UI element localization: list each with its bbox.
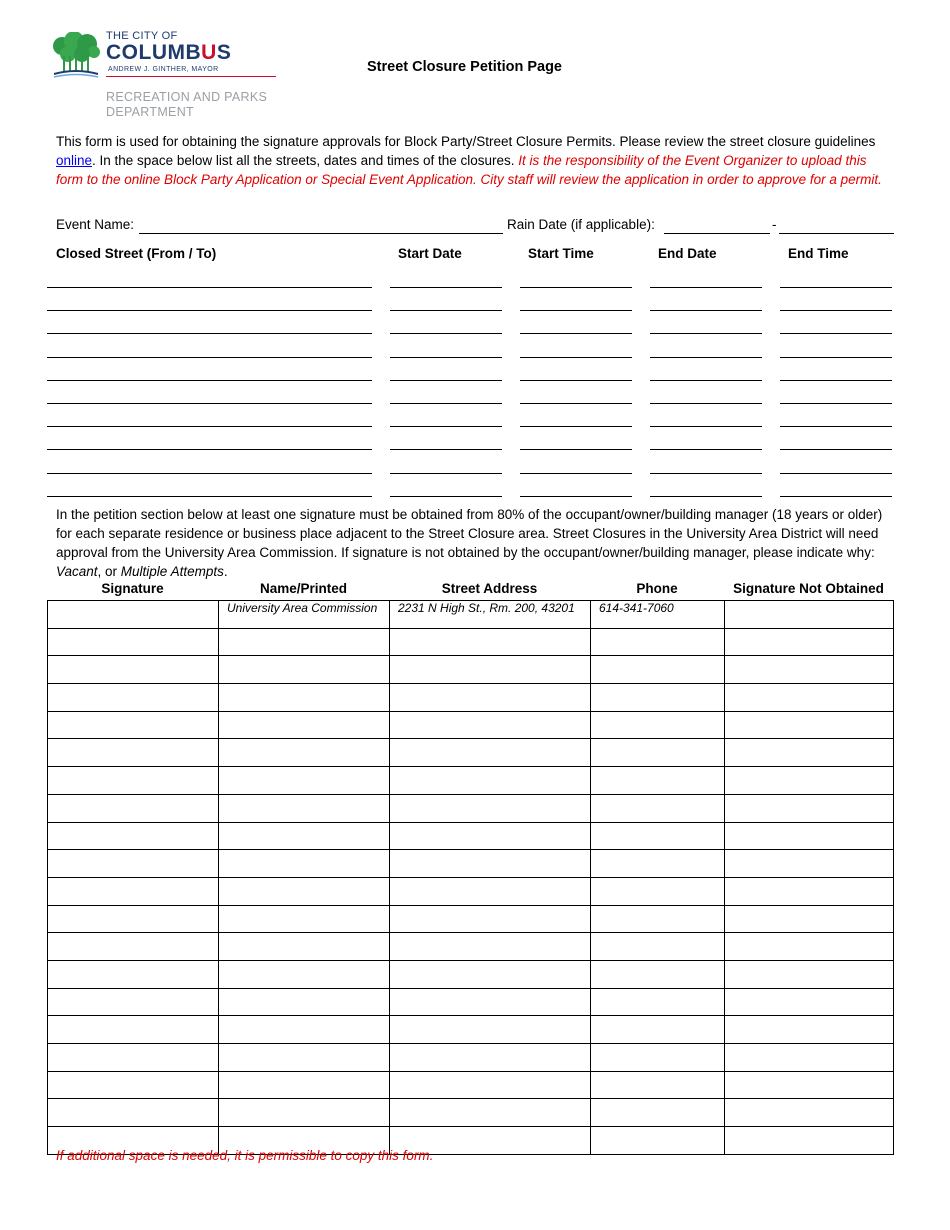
closure-line[interactable] — [47, 496, 372, 497]
phone-cell[interactable] — [591, 1099, 725, 1127]
closure-line[interactable] — [47, 287, 372, 288]
closure-line[interactable] — [780, 380, 892, 381]
logo-dept1: RECREATION AND PARKS — [106, 90, 268, 104]
logo-line1: THE CITY OF — [106, 30, 178, 42]
not-obtained-cell[interactable] — [725, 933, 894, 961]
not-obtained-cell[interactable] — [725, 1127, 894, 1155]
phone-cell[interactable] — [591, 960, 725, 988]
phone-cell[interactable] — [591, 822, 725, 850]
not-obtained-cell[interactable] — [725, 739, 894, 767]
signature-cell[interactable] — [48, 684, 219, 712]
table-row — [48, 850, 894, 878]
table-row — [48, 822, 894, 850]
address-cell[interactable] — [390, 877, 591, 905]
address-cell[interactable]: 2231 N High St., Rm. 200, 43201 — [390, 601, 591, 629]
table-row — [48, 1016, 894, 1044]
logo-mayor: ANDREW J. GINTHER, MAYOR — [108, 66, 219, 73]
phone-cell[interactable] — [591, 711, 725, 739]
table-row — [48, 794, 894, 822]
phone-cell[interactable] — [591, 739, 725, 767]
closure-line[interactable] — [520, 403, 632, 404]
closure-line[interactable] — [47, 426, 372, 427]
closure-line[interactable] — [390, 333, 502, 334]
logo-columbus: COLUMBUS — [106, 41, 232, 64]
col-start-date: Start Date — [398, 246, 462, 261]
name-cell[interactable] — [219, 656, 390, 684]
phone-cell[interactable] — [591, 877, 725, 905]
table-row — [48, 877, 894, 905]
table-row — [48, 628, 894, 656]
table-row — [48, 739, 894, 767]
signature-cell[interactable] — [48, 767, 219, 795]
name-cell[interactable] — [219, 628, 390, 656]
phone-cell[interactable] — [591, 767, 725, 795]
phone-cell[interactable] — [591, 628, 725, 656]
not-obtained-cell[interactable] — [725, 905, 894, 933]
name-cell[interactable] — [219, 767, 390, 795]
online-link[interactable]: online — [56, 153, 93, 168]
not-obtained-cell[interactable] — [725, 877, 894, 905]
not-obtained-cell[interactable] — [725, 711, 894, 739]
name-cell[interactable] — [219, 905, 390, 933]
address-cell[interactable] — [390, 960, 591, 988]
table-row — [48, 1071, 894, 1099]
table-row — [48, 711, 894, 739]
address-cell[interactable] — [390, 1071, 591, 1099]
closure-line[interactable] — [780, 333, 892, 334]
closure-line[interactable] — [390, 426, 502, 427]
not-obtained-cell[interactable] — [725, 960, 894, 988]
closure-line[interactable] — [390, 357, 502, 358]
logo-dept2: DEPARTMENT — [106, 105, 194, 119]
name-cell[interactable] — [219, 822, 390, 850]
table-row — [48, 656, 894, 684]
closure-line[interactable] — [390, 380, 502, 381]
table-row — [48, 988, 894, 1016]
phone-cell[interactable] — [591, 905, 725, 933]
name-cell[interactable] — [219, 711, 390, 739]
closure-line[interactable] — [780, 426, 892, 427]
phone-cell[interactable]: 614-341-7060 — [591, 601, 725, 629]
not-obtained-cell[interactable] — [725, 1016, 894, 1044]
closure-line[interactable] — [780, 287, 892, 288]
not-obtained-cell[interactable] — [725, 1044, 894, 1072]
phone-cell[interactable] — [591, 933, 725, 961]
name-cell[interactable]: University Area Commission — [219, 601, 390, 629]
closure-line[interactable] — [47, 380, 372, 381]
signature-cell[interactable] — [48, 1099, 219, 1127]
name-cell[interactable] — [219, 933, 390, 961]
closure-line[interactable] — [650, 380, 762, 381]
signature-cell[interactable] — [48, 905, 219, 933]
address-cell[interactable] — [390, 684, 591, 712]
closure-line[interactable] — [47, 333, 372, 334]
name-cell[interactable] — [219, 1071, 390, 1099]
petition-intro: In the petition section below at least one signature must be obtained from 80% of the occupant/owner/building manager (18 years or older) for each separate residence or business place adjacent to the Street Closure area. Street Closures in the University Area District will need approval from the University Area Commission. If signature is not obtained by the occupant/owner/building manager, please indicate why: Vacant, or Multiple Attempts. — [56, 507, 883, 579]
rain-date-label: Rain Date (if applicable): — [507, 217, 655, 232]
signature-cell[interactable] — [48, 1016, 219, 1044]
address-cell[interactable] — [390, 988, 591, 1016]
table-row — [48, 1044, 894, 1072]
address-cell[interactable] — [390, 822, 591, 850]
name-cell[interactable] — [219, 850, 390, 878]
closure-line[interactable] — [650, 357, 762, 358]
phone-cell[interactable] — [591, 850, 725, 878]
col-end-time: End Time — [788, 246, 849, 261]
address-cell[interactable] — [390, 1044, 591, 1072]
closure-line[interactable] — [520, 449, 632, 450]
closure-line[interactable] — [520, 473, 632, 474]
closure-line[interactable] — [780, 496, 892, 497]
address-cell[interactable] — [390, 711, 591, 739]
signature-cell[interactable] — [48, 933, 219, 961]
footer-note: If additional space is needed, it is permissible to copy this form. — [56, 1148, 434, 1163]
table-row — [48, 905, 894, 933]
name-cell[interactable] — [219, 1044, 390, 1072]
name-cell[interactable] — [219, 684, 390, 712]
pet-col-signature: Signature — [101, 581, 164, 596]
col-closed-street: Closed Street (From / To) — [56, 246, 217, 261]
signature-cell[interactable] — [48, 960, 219, 988]
closure-line[interactable] — [650, 333, 762, 334]
closure-line[interactable] — [520, 380, 632, 381]
not-obtained-cell[interactable] — [725, 1099, 894, 1127]
closure-line[interactable] — [780, 357, 892, 358]
tree-icon — [52, 32, 100, 78]
rain-date-dash: - — [772, 217, 777, 232]
table-row — [48, 1099, 894, 1127]
phone-cell[interactable] — [591, 988, 725, 1016]
phone-cell[interactable] — [591, 656, 725, 684]
page-title: Street Closure Petition Page — [367, 59, 562, 75]
closure-line[interactable] — [390, 403, 502, 404]
closure-line[interactable] — [520, 287, 632, 288]
closure-line[interactable] — [47, 403, 372, 404]
phone-cell[interactable] — [591, 1016, 725, 1044]
rain-date-start-field[interactable] — [664, 233, 770, 234]
table-row — [48, 933, 894, 961]
closure-line[interactable] — [650, 449, 762, 450]
address-cell[interactable] — [390, 767, 591, 795]
signature-cell[interactable] — [48, 988, 219, 1016]
signature-cell[interactable] — [48, 601, 219, 629]
not-obtained-cell[interactable] — [725, 794, 894, 822]
event-name-field[interactable] — [139, 233, 503, 234]
address-cell[interactable] — [390, 739, 591, 767]
closure-line[interactable] — [520, 496, 632, 497]
signature-cell[interactable] — [48, 877, 219, 905]
closure-line[interactable] — [390, 287, 502, 288]
pet-col-name: Name/Printed — [259, 581, 348, 596]
signature-cell[interactable] — [48, 656, 219, 684]
closure-line[interactable] — [650, 473, 762, 474]
closure-line[interactable] — [520, 333, 632, 334]
city-logo — [52, 30, 277, 122]
closure-line[interactable] — [520, 426, 632, 427]
col-end-date: End Date — [658, 246, 717, 261]
address-cell[interactable] — [390, 628, 591, 656]
closure-line[interactable] — [650, 426, 762, 427]
closure-line[interactable] — [520, 310, 632, 311]
address-cell[interactable] — [390, 1016, 591, 1044]
not-obtained-cell[interactable] — [725, 656, 894, 684]
closure-line[interactable] — [520, 357, 632, 358]
address-cell[interactable] — [390, 794, 591, 822]
table-row — [48, 960, 894, 988]
address-cell[interactable] — [390, 1099, 591, 1127]
closure-line[interactable] — [390, 496, 502, 497]
address-cell[interactable] — [390, 850, 591, 878]
not-obtained-cell[interactable] — [725, 988, 894, 1016]
name-cell[interactable] — [219, 960, 390, 988]
signature-cell[interactable] — [48, 822, 219, 850]
phone-cell[interactable] — [591, 1044, 725, 1072]
name-cell[interactable] — [219, 1016, 390, 1044]
table-row — [48, 684, 894, 712]
closure-line[interactable] — [650, 310, 762, 311]
closure-line[interactable] — [780, 449, 892, 450]
closure-line[interactable] — [780, 403, 892, 404]
closure-line[interactable] — [47, 357, 372, 358]
col-start-time: Start Time — [528, 246, 594, 261]
event-name-label: Event Name: — [56, 217, 135, 232]
table-row — [48, 601, 894, 629]
name-cell[interactable] — [219, 794, 390, 822]
phone-cell[interactable] — [591, 1071, 725, 1099]
not-obtained-cell[interactable] — [725, 767, 894, 795]
not-obtained-cell[interactable] — [725, 822, 894, 850]
not-obtained-cell[interactable] — [725, 684, 894, 712]
signature-cell[interactable] — [48, 794, 219, 822]
address-cell[interactable] — [390, 656, 591, 684]
name-cell[interactable] — [219, 1099, 390, 1127]
petition-table — [47, 600, 894, 1155]
closure-line[interactable] — [780, 310, 892, 311]
name-cell[interactable] — [219, 739, 390, 767]
address-cell[interactable] — [390, 905, 591, 933]
table-row — [48, 767, 894, 795]
signature-cell[interactable] — [48, 1071, 219, 1099]
logo-divider — [106, 76, 276, 77]
closure-line[interactable] — [47, 473, 372, 474]
rain-date-end-field[interactable] — [779, 233, 894, 234]
closure-line[interactable] — [650, 287, 762, 288]
closure-line[interactable] — [47, 449, 372, 450]
name-cell[interactable] — [219, 877, 390, 905]
closure-line[interactable] — [650, 496, 762, 497]
pet-col-address: Street Address — [441, 581, 538, 596]
closure-line[interactable] — [390, 449, 502, 450]
closure-line[interactable] — [47, 310, 372, 311]
signature-cell[interactable] — [48, 1044, 219, 1072]
not-obtained-cell[interactable] — [725, 628, 894, 656]
pet-col-not-obtained: Signature Not Obtained — [733, 581, 884, 596]
closure-line[interactable] — [390, 310, 502, 311]
phone-cell[interactable] — [591, 794, 725, 822]
address-cell[interactable] — [390, 933, 591, 961]
pet-col-phone: Phone — [636, 581, 678, 596]
signature-cell[interactable] — [48, 739, 219, 767]
phone-cell[interactable] — [591, 1127, 725, 1155]
signature-cell[interactable] — [48, 628, 219, 656]
not-obtained-cell[interactable] — [725, 1071, 894, 1099]
not-obtained-cell[interactable] — [725, 850, 894, 878]
closure-line[interactable] — [650, 403, 762, 404]
signature-cell[interactable] — [48, 850, 219, 878]
name-cell[interactable] — [219, 988, 390, 1016]
signature-cell[interactable] — [48, 711, 219, 739]
intro-paragraph: This form is used for obtaining the signature approvals for Block Party/Street Closure Permits. Please review the street closure guidelines online. In the space below list all the streets, dates and times of the closures. It is the responsibility of the Event Organizer to upload this form to the online Block Party Application or Special Event Application. City staff will review the application in order to approve for a permit. — [56, 134, 882, 187]
phone-cell[interactable] — [591, 684, 725, 712]
closure-line[interactable] — [390, 473, 502, 474]
closure-line[interactable] — [780, 473, 892, 474]
not-obtained-cell[interactable] — [725, 601, 894, 629]
